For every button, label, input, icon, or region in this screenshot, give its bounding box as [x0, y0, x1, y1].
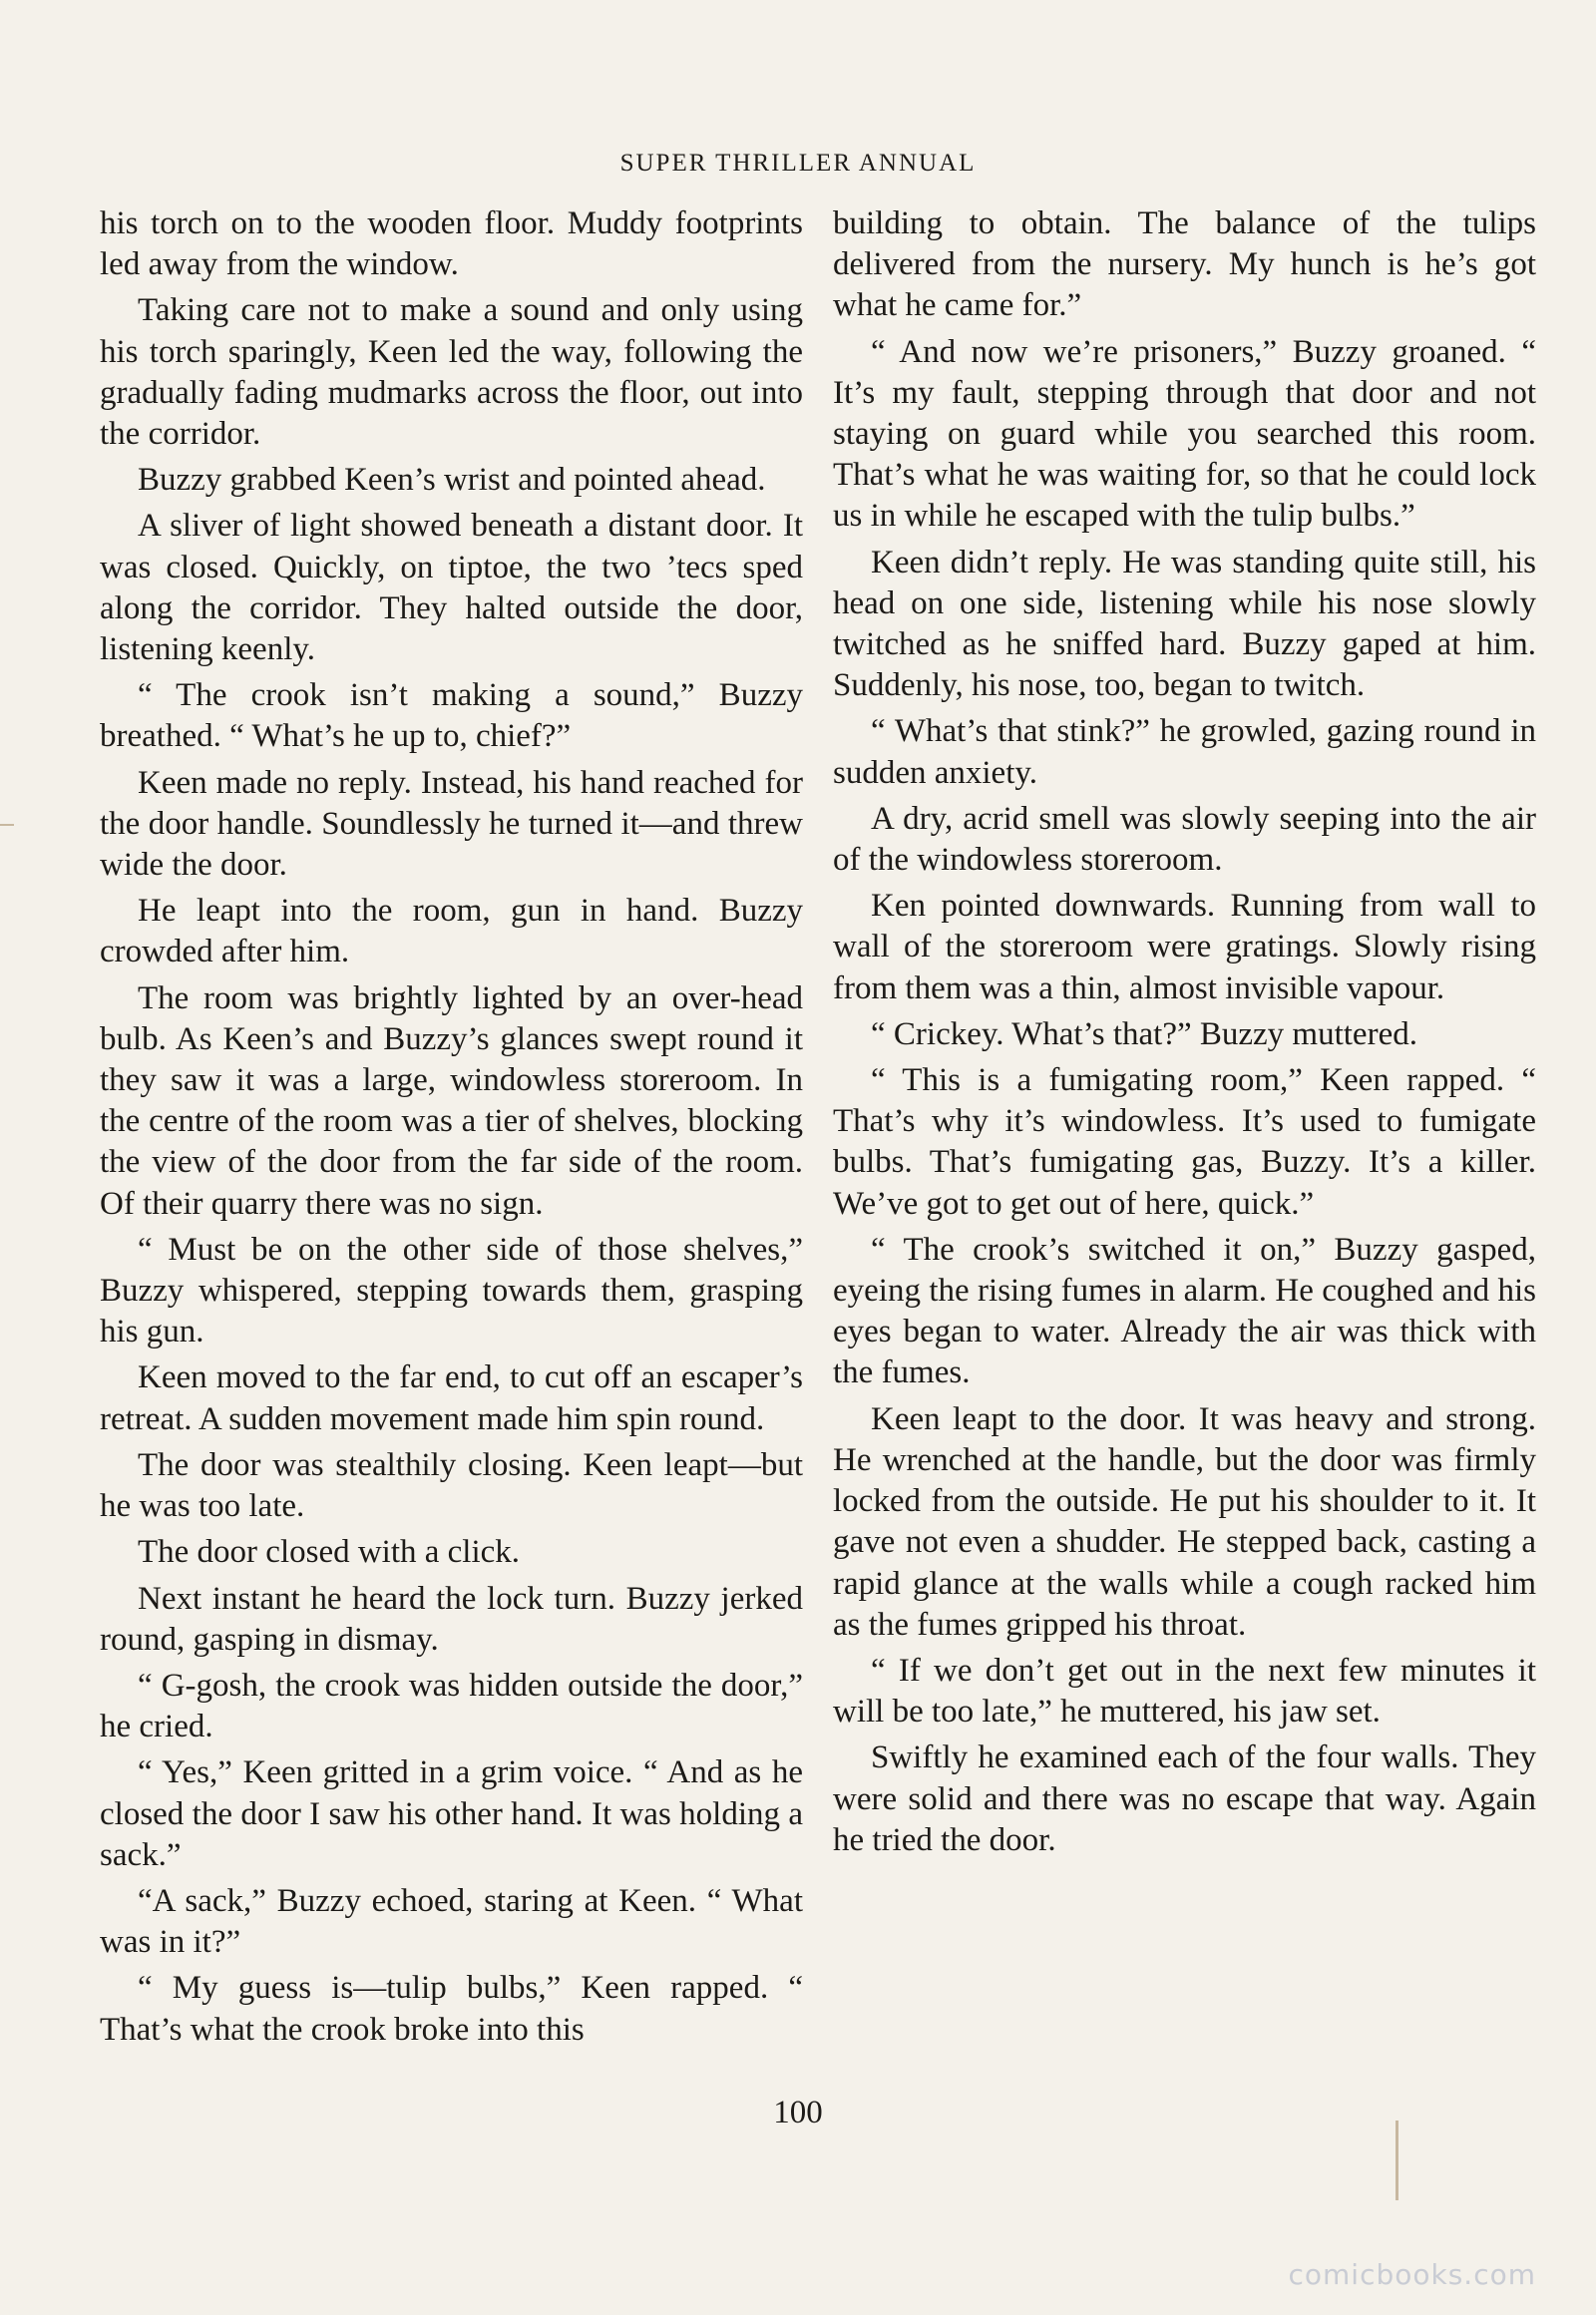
paragraph: Next instant he heard the lock turn. Buzzy jerked round, gasping in dismay.: [100, 1580, 803, 1658]
paragraph: “ This is a fumigating room,” Keen rapped. “ That’s why it’s windowless. It’s used to fumigate bulbs. That’s fumigating gas, Buzzy. It’s a killer. We’ve got to get out of here, quick.”: [833, 1062, 1536, 1222]
paragraph: Keen didn’t reply. He was standing quite still, his head on one side, listening while his nose slowly twitched as he sniffed hard. Buzzy gaped at him. Suddenly, his nose, too, began to twitch.: [833, 544, 1536, 704]
paragraph: “ The crook isn’t making a sound,” Buzzy breathed. “ What’s he up to, chief?”: [100, 677, 803, 755]
margin-mark: [0, 824, 14, 826]
paragraph: Keen made no reply. Instead, his hand reached for the door handle. Soundlessly he turned it—and threw wide the door.: [100, 764, 803, 884]
paragraph: Swiftly he examined each of the four walls. They were solid and there was no escape that way. Again he tried the door.: [833, 1739, 1536, 1858]
paragraph: He leapt into the room, gun in hand. Buzzy crowded after him.: [100, 893, 803, 970]
paragraph: his torch on to the wooden floor. Muddy footprints led away from the window.: [100, 205, 803, 283]
paragraph: The door was stealthily closing. Keen leapt—but he was too late.: [100, 1446, 803, 1525]
paragraph: “ Yes,” Keen gritted in a grim voice. “ And as he closed the door I saw his other hand. It was holding a sack.”: [100, 1754, 803, 1873]
paragraph: Buzzy grabbed Keen’s wrist and pointed ahead.: [138, 462, 766, 499]
paragraph: “A sack,” Buzzy echoed, staring at Keen. “ What was in it?”: [100, 1882, 803, 1961]
paragraph: The room was brightly lighted by an over-head bulb. As Keen’s and Buzzy’s glances swept round it they saw it was a large, windowless storeroom. In the centre of the room was a tier of shelves, blocking the view of the door from the far side of the room. Of their quarry there was no sign.: [100, 979, 803, 1222]
right-column: [833, 203, 1536, 1866]
paragraph: Keen moved to the far end, to cut off an escaper’s retreat. A sudden movement made him spin round.: [100, 1359, 803, 1437]
watermark: comicbooks.com: [1288, 2258, 1536, 2291]
paragraph: “ The crook’s switched it on,” Buzzy gasped, eyeing the rising fumes in alarm. He coughed and his eyes began to water. Already the air was thick with the fumes.: [833, 1231, 1536, 1391]
paragraph: “ G-gosh, the crook was hidden outside the door,” he cried.: [100, 1667, 803, 1745]
left-column: [100, 203, 803, 2056]
paragraph: “ My guess is—tulip bulbs,” Keen rapped. “ That’s what the crook broke into this: [100, 1970, 803, 2048]
paragraph: “ And now we’re prisoners,” Buzzy groaned. “ It’s my fault, stepping through that door and not staying on guard while you searched this room. That’s what he was waiting for, so that he could lock us in while he escaped with the tulip bulbs.”: [833, 333, 1536, 535]
paragraph: Keen leapt to the door. It was heavy and strong. He wrenched at the handle, but the door was firmly locked from the outside. He put his shoulder to it. It gave not even a shudder. He stepped back, casting a rapid glance at the walls while a cough racked him as the fumes gripped his throat.: [833, 1400, 1536, 1643]
paragraph: A dry, acrid smell was slowly seeping into the air of the windowless storeroom.: [833, 800, 1536, 879]
paragraph: “ Must be on the other side of those shelves,” Buzzy whispered, stepping towards them, grasping his gun.: [100, 1231, 803, 1350]
page-number: 100: [773, 2095, 823, 2130]
paragraph: “ What’s that stink?” he growled, gazing round in sudden anxiety.: [833, 713, 1536, 791]
paragraph: “ If we don’t get out in the next few minutes it will be too late,” he muttered, his jaw set.: [833, 1652, 1536, 1731]
paragraph: building to obtain. The balance of the tulips delivered from the nursery. My hunch is he’s got what he came for.”: [833, 205, 1536, 324]
paragraph: A sliver of light showed beneath a distant door. It was closed. Quickly, on tiptoe, the two ’tecs sped along the corridor. They halted outside the door, listening keenly.: [100, 508, 803, 668]
margin-mark: [1396, 2121, 1398, 2200]
paragraph: The door closed with a click.: [138, 1534, 521, 1571]
paragraph: “ Crickey. What’s that?” Buzzy muttered.: [871, 1015, 1417, 1052]
running-header: SUPER THRILLER ANNUAL: [619, 150, 977, 177]
paragraph: Ken pointed downwards. Running from wall to wall of the storeroom were gratings. Slowly rising from them was a thin, almost invisible vapour.: [833, 888, 1536, 1006]
paragraph: Taking care not to make a sound and only using his torch sparingly, Keen led the way, following the gradually fading mudmarks across the floor, out into the corridor.: [100, 292, 803, 453]
